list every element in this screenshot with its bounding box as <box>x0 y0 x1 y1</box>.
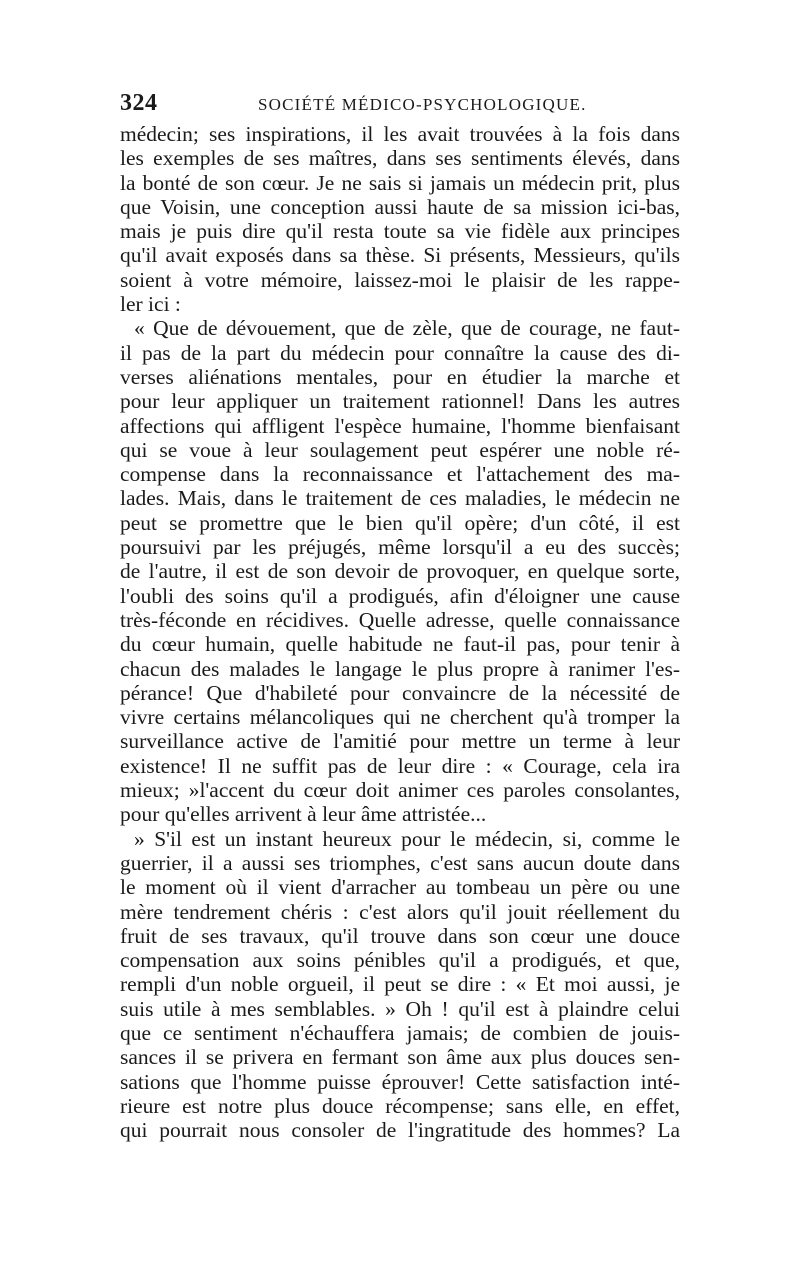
text-line: qui se voue à leur soulagement peut espérer une noble ré- <box>120 437 680 462</box>
text-line: il pas de la part du médecin pour connaître la cause des di- <box>120 340 680 365</box>
text-line: pour qu'elles arrivent à leur âme attristée... <box>120 802 487 827</box>
body-text <box>120 122 680 1142</box>
text-line: qu'il avait exposés dans sa thèse. Si présents, Messieurs, qu'ils <box>120 243 680 268</box>
text-line: mais je puis dire qu'il resta toute sa vie fidèle aux principes <box>120 219 680 244</box>
text-line: mieux; »l'accent du cœur doit animer ces paroles consolantes, <box>120 778 680 803</box>
text-line: de l'autre, il est de son devoir de provoquer, en quelque sorte, <box>120 559 680 584</box>
text-line: qui pourrait nous consoler de l'ingratitude des hommes? La <box>120 1118 680 1143</box>
text-line: soient à votre mémoire, laissez-moi le plaisir de les rappe- <box>120 267 680 292</box>
text-line: surveillance active de l'amitié pour mettre un terme à leur <box>120 729 680 754</box>
page-header <box>120 90 680 120</box>
text-line: peut se promettre que le bien qu'il opère; d'un côté, il est <box>120 510 680 535</box>
text-line: les exemples de ses maîtres, dans ses sentiments élevés, dans <box>120 146 680 171</box>
text-line: mère tendrement chéris : c'est alors qu'il jouit réellement du <box>120 899 680 924</box>
text-line: que ce sentiment n'échauffera jamais; de combien de jouis- <box>120 1020 680 1045</box>
text-line: pérance! Que d'habileté pour convaincre de la nécessité de <box>120 680 680 705</box>
text-line: compense dans la reconnaissance et l'attachement des ma- <box>120 462 680 487</box>
text-line: lades. Mais, dans le traitement de ces maladies, le médecin ne <box>120 486 680 511</box>
text-line: le moment où il vient d'arracher au tombeau un père ou une <box>120 875 680 900</box>
text-line: affections qui affligent l'espèce humaine, l'homme bienfaisant <box>120 413 680 438</box>
text-line: la bonté de son cœur. Je ne sais si jamais un médecin prit, plus <box>120 170 680 195</box>
text-line: chacun des malades le langage le plus propre à ranimer l'es- <box>120 656 680 681</box>
text-line: rieure est notre plus douce récompense; sans elle, en effet, <box>120 1093 680 1118</box>
text-line: du cœur humain, quelle habitude ne faut-il pas, pour tenir à <box>120 632 680 657</box>
text-line: très-féconde en récidives. Quelle adresse, quelle connaissance <box>120 607 680 632</box>
text-line: rempli d'un noble orgueil, il peut se dire : « Et moi aussi, je <box>120 972 680 997</box>
text-line: compensation aux soins pénibles qu'il a prodigués, et que, <box>120 948 680 973</box>
text-line: ler ici : <box>120 292 181 317</box>
text-line: existence! Il ne suffit pas de leur dire : « Courage, cela ira <box>120 753 680 778</box>
text-line: sances il se privera en fermant son âme aux plus douces sen- <box>120 1045 680 1070</box>
text-line: verses aliénations mentales, pour en étudier la marche et <box>120 364 680 389</box>
text-line: que Voisin, une conception aussi haute de sa mission ici-bas, <box>120 194 680 219</box>
running-title: SOCIÉTÉ MÉDICO-PSYCHOLOGIQUE. <box>258 95 587 114</box>
text-line: médecin; ses inspirations, il les avait trouvées à la fois dans <box>120 122 680 146</box>
text-line: » S'il est un instant heureux pour le médecin, si, comme le <box>134 826 680 851</box>
text-line: l'oubli des soins qu'il a prodigués, afin d'éloigner une cause <box>120 583 680 608</box>
text-line: vivre certains mélancoliques qui ne cherchent qu'à tromper la <box>120 705 680 730</box>
text-line: sations que l'homme puisse éprouver! Cette satisfaction inté- <box>120 1069 680 1094</box>
text-line: pour leur appliquer un traitement rationnel! Dans les autres <box>120 389 680 414</box>
text-line: suis utile à mes semblables. » Oh ! qu'il est à plaindre celui <box>120 996 680 1021</box>
text-line: guerrier, il a aussi ses triomphes, c'est sans aucun doute dans <box>120 850 680 875</box>
text-line: fruit de ses travaux, qu'il trouve dans son cœur une douce <box>120 923 680 948</box>
text-line: poursuivi par les préjugés, même lorsqu'il a eu des succès; <box>120 535 680 560</box>
text-line: « Que de dévouement, que de zèle, que de courage, ne faut- <box>134 316 680 341</box>
page-number: 324 <box>120 90 158 116</box>
